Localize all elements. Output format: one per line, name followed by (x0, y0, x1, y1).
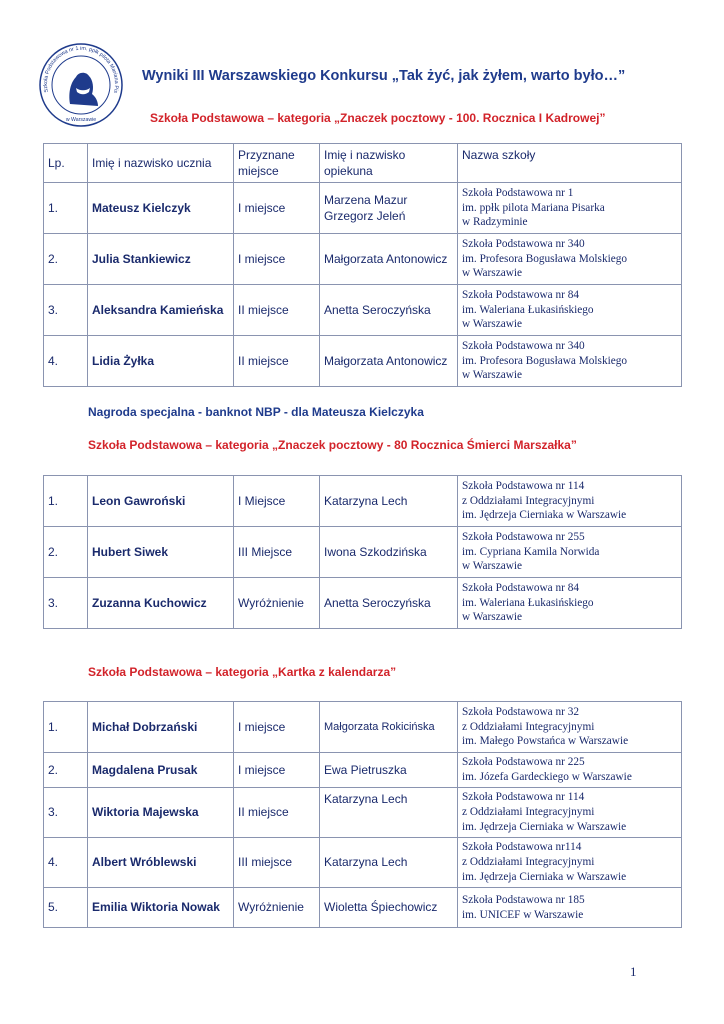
row-lp: 3. (44, 578, 88, 629)
row-school: Szkoła Podstawowa nr 114 z Oddziałami Integracyjnymi im. Jędrzeja Cierniaka w Warszawie (458, 788, 682, 838)
row-school: Szkoła Podstawowa nr 84 im. Waleriana Łukasińskiego w Warszawie (458, 285, 682, 336)
row-school: Szkoła Podstawowa nr 114 z Oddziałami Integracyjnymi im. Jędrzeja Cierniaka w Warszawie (458, 476, 682, 527)
table-row (44, 838, 682, 888)
table-row (44, 888, 682, 928)
row-place: I miejsce (234, 183, 320, 234)
row-lp: 2. (44, 234, 88, 285)
header-lp: Lp. (44, 144, 88, 183)
header-name: Imię i nazwisko ucznia (88, 144, 234, 183)
row-lp: 1. (44, 476, 88, 527)
row-tutor: Anetta Seroczyńska (320, 578, 458, 629)
row-school: Szkoła Podstawowa nr 225 im. Józefa Gardeckiego w Warszawie (458, 753, 682, 788)
row-name: Hubert Siwek (88, 527, 234, 578)
table-row (44, 336, 682, 387)
row-place: I Miejsce (234, 476, 320, 527)
row-lp: 2. (44, 753, 88, 788)
section2-heading: Szkoła Podstawowa – kategoria „Znaczek pocztowy - 80 Rocznica Śmierci Marszałka” (88, 438, 577, 452)
row-school: Szkoła Podstawowa nr 32 z Oddziałami Integracyjnymi im. Małego Powstańca w Warszawie (458, 702, 682, 753)
row-place: Wyróżnienie (234, 888, 320, 928)
table-row (44, 527, 682, 578)
row-place: I miejsce (234, 753, 320, 788)
header-school: Nazwa szkoły (458, 144, 682, 183)
row-lp: 3. (44, 285, 88, 336)
row-place: II miejsce (234, 336, 320, 387)
section3-heading: Szkoła Podstawowa – kategoria „Kartka z kalendarza” (88, 665, 397, 679)
row-lp: 4. (44, 838, 88, 888)
section1-heading: Szkoła Podstawowa – kategoria „Znaczek pocztowy - 100. Rocznica I Kadrowej” (150, 111, 606, 125)
row-name: Mateusz Kielczyk (88, 183, 234, 234)
row-place: III Miejsce (234, 527, 320, 578)
row-school: Szkoła Podstawowa nr 185 im. UNICEF w Warszawie (458, 888, 682, 928)
row-tutor: Marzena Mazur Grzegorz Jeleń (320, 183, 458, 234)
row-place: I miejsce (234, 702, 320, 753)
school-seal-logo (38, 42, 124, 128)
table-header-row (44, 144, 682, 183)
seal-ring-text: Szkoła Podstawowa nr 1 im. ppłk pilota Mariana Pis (42, 45, 120, 94)
page-title: Wyniki III Warszawskiego Konkursu „Tak żyć, jak żyłem, warto było…” (142, 68, 626, 84)
row-tutor: Małgorzata Rokicińska (320, 702, 458, 753)
row-tutor: Iwona Szkodzińska (320, 527, 458, 578)
table-row (44, 702, 682, 753)
row-tutor: Katarzyna Lech (320, 838, 458, 888)
row-place: I miejsce (234, 234, 320, 285)
row-school: Szkoła Podstawowa nr114 z Oddziałami Integracyjnymi im. Jędrzeja Cierniaka w Warszawie (458, 838, 682, 888)
results-table-1 (43, 143, 682, 387)
table-row (44, 753, 682, 788)
row-school: Szkoła Podstawowa nr 84 im. Waleriana Łukasińskiego w Warszawie (458, 578, 682, 629)
special-award-note: Nagroda specjalna - banknot NBP - dla Mateusza Kielczyka (88, 405, 424, 419)
table-row (44, 578, 682, 629)
row-school: Szkoła Podstawowa nr 255 im. Cypriana Kamila Norwida w Warszawie (458, 527, 682, 578)
row-lp: 1. (44, 183, 88, 234)
row-tutor: Anetta Seroczyńska (320, 285, 458, 336)
row-tutor: Małgorzata Antonowicz (320, 336, 458, 387)
row-name: Emilia Wiktoria Nowak (88, 888, 234, 928)
page-number: 1 (630, 964, 637, 979)
table-row (44, 234, 682, 285)
table-row (44, 476, 682, 527)
row-tutor: Katarzyna Lech (320, 476, 458, 527)
row-lp: 1. (44, 702, 88, 753)
row-name: Lidia Żyłka (88, 336, 234, 387)
row-lp: 5. (44, 888, 88, 928)
row-lp: 2. (44, 527, 88, 578)
row-tutor: Wioletta Śpiechowicz (320, 888, 458, 928)
row-place: Wyróżnienie (234, 578, 320, 629)
row-tutor: Katarzyna Lech (320, 788, 458, 838)
row-lp: 3. (44, 788, 88, 838)
row-place: II miejsce (234, 285, 320, 336)
row-tutor: Małgorzata Antonowicz (320, 234, 458, 285)
seal-bottom-text: w Warszawie (65, 117, 97, 123)
header-tutor: Imię i nazwisko opiekuna (320, 144, 458, 183)
row-place: II miejsce (234, 788, 320, 838)
header-place: Przyznane miejsce (234, 144, 320, 183)
row-school: Szkoła Podstawowa nr 1 im. ppłk pilota Mariana Pisarka w Radzyminie (458, 183, 682, 234)
results-table-3 (43, 701, 682, 928)
row-lp: 4. (44, 336, 88, 387)
table-row (44, 183, 682, 234)
row-name: Zuzanna Kuchowicz (88, 578, 234, 629)
row-name: Leon Gawroński (88, 476, 234, 527)
row-name: Michał Dobrzański (88, 702, 234, 753)
row-name: Julia Stankiewicz (88, 234, 234, 285)
row-name: Albert Wróblewski (88, 838, 234, 888)
table-row (44, 788, 682, 838)
results-table-2 (43, 475, 682, 629)
row-place: III miejsce (234, 838, 320, 888)
row-school: Szkoła Podstawowa nr 340 im. Profesora Bogusława Molskiego w Warszawie (458, 336, 682, 387)
row-tutor: Ewa Pietruszka (320, 753, 458, 788)
table-row (44, 285, 682, 336)
row-name: Aleksandra Kamieńska (88, 285, 234, 336)
row-name: Magdalena Prusak (88, 753, 234, 788)
row-name: Wiktoria Majewska (88, 788, 234, 838)
row-school: Szkoła Podstawowa nr 340 im. Profesora Bogusława Molskiego w Warszawie (458, 234, 682, 285)
